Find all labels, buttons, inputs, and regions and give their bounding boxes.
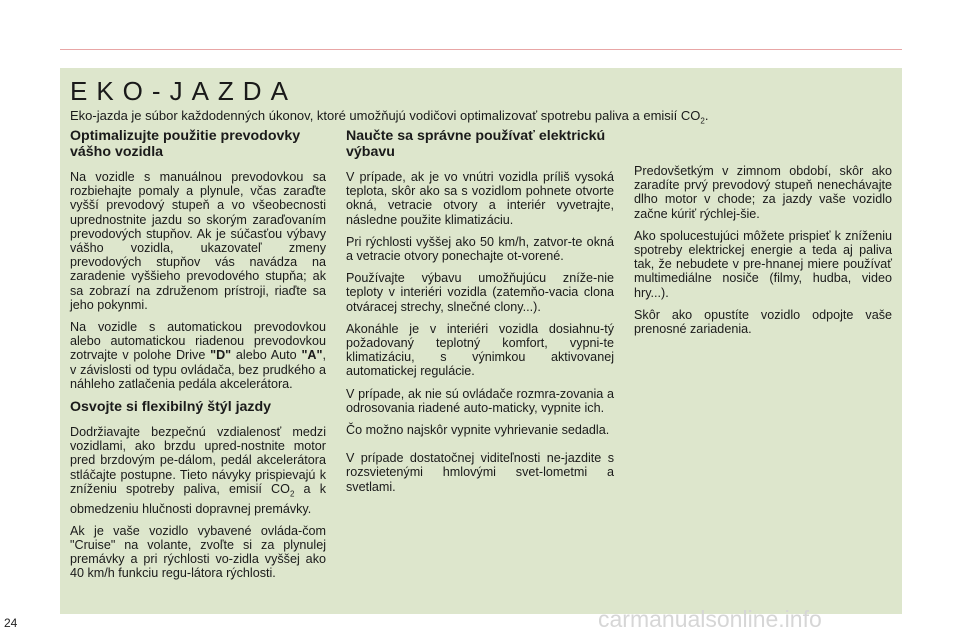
intro-body: Eko-jazda je súbor každodenných úkonov, ktoré umožňujú vodičovi optimalizovať spotrebu paliva a emisií CO <box>70 108 701 123</box>
paragraph: Akonáhle je v interiéri vozidla dosiahnu-tý požadovaný teplotný komfort, vypni-te klimatizáciu, s výnimkou aktivovanej automatickej regulácie. <box>346 321 614 379</box>
subscript: 2 <box>289 489 295 499</box>
paragraph: Na vozidle s manuálnou prevodovkou sa rozbiehajte pomaly a plynule, včas zaraďte vyšší prevodový stupeň a vo všeobecnosti uprednostnite jazdu so skorým zaraďovaním prevodových stupňov. Ak je súčasťou výbavy vášho vozidla, ukazovateľ zmeny prevodových stupňov vás navádza na zaradenie vyššieho prevodového stupňa; ak sa zobrazí na združenom prístroji, riaďte sa jeho pokynmi. <box>70 170 326 312</box>
paragraph: Ako spolucestujúci môžete prispieť k zníženiu spotreby elektrickej energie a teda aj paliva tak, že nebudete v pre-hnanej miere používať multimediálne nosiče (filmy, hudba, video hry...). <box>634 228 892 300</box>
column-2 <box>346 128 614 502</box>
text-span: alebo Auto <box>231 348 302 363</box>
paragraph: V prípade dostatočnej viditeľnosti ne-jazdite s rozsvietenými hmlovými svet-lometmi a svetlami. <box>346 451 614 494</box>
column-3 <box>634 164 892 344</box>
text-span: a k obmedzeniu hlučnosti dopravnej premávky. <box>70 481 326 516</box>
top-rule <box>60 49 902 50</box>
intro-end: . <box>704 108 709 123</box>
intro-text <box>70 108 708 130</box>
intro-subscript: 2 <box>700 116 705 126</box>
paragraph-automatic <box>70 320 326 391</box>
paragraph: V prípade, ak nie sú ovládače rozmra-zovania a odrosovania riadené auto-maticky, vypnite ich. <box>346 386 614 415</box>
bold-d: "D" <box>210 348 232 363</box>
paragraph: Skôr ako opustíte vozidlo odpojte vaše prenosné zariadenia. <box>634 307 892 337</box>
paragraph: V prípade, ak je vo vnútri vozidla príliš vysoká teplota, skôr ako sa s vozidlom pohnete otvorte okná, vetracie otvory a interiér vyvetrajte, následne použite klimatizáciu. <box>346 170 614 227</box>
text-span: Na vozidle s automatickou prevodovkou alebo automatickou riadenou prevodovkou zotrvajte v polohe Drive <box>70 320 326 363</box>
paragraph-cruise: Ak je vaše vozidlo vybavené ovláda-čom "Cruise" na volante, zvoľte si za plynulej premávky a pri rýchlosti vo-zidla vyššej ako 40 km/h funkciu regu-látora rýchlosti. <box>70 523 326 581</box>
bold-a: "A" <box>301 348 323 363</box>
heading-electric: Naučte sa správne používať elektrickú výbavu <box>346 128 606 160</box>
text-span: Dodržiavajte bezpečnú vzdialenosť medzi vozidlami, ako brzdu upred-nostnite motor pred brzdovým pe-dálom, pedál akcelerátora stláčajte postupne. Tieto návyky prispievajú k zníženiu spotreby paliva, emisií CO <box>70 425 326 496</box>
watermark: carmanualsonline.info <box>598 606 822 632</box>
paragraph: Predovšetkým v zimnom období, skôr ako zaradíte prvý prevodový stupeň nenechávajte dlho motor v chode; za jazdy vaše vozidlo začne kúriť rýchlej-šie. <box>634 164 892 221</box>
page-title: EKO-JAZDA <box>70 76 297 106</box>
paragraph: Čo možno najskôr vypnite vyhrievanie sedadla. <box>346 423 610 438</box>
text-span: , v závislosti od typu ovládača, bez prudkého a náhleho zatlačenia pedála akcelerátora. <box>70 348 326 391</box>
paragraph-distance <box>70 425 326 516</box>
paragraph: Pri rýchlosti vyššej ako 50 km/h, zatvor-te okná a vetracie otvory ponechajte ot-vorené. <box>346 234 614 264</box>
paragraph: Používajte výbavu umožňujúcu zníže-nie teploty v interiéri vozidla (zatemňo-vacia clona otváracej strechy, slnečné clony...). <box>346 271 614 314</box>
column-1 <box>70 128 326 589</box>
heading-flexible: Osvojte si flexibilný štýl jazdy <box>70 399 272 416</box>
heading-gearbox: Optimalizujte použitie prevodovky vášho vozidla <box>70 128 301 160</box>
page-number: 24 <box>4 616 18 630</box>
